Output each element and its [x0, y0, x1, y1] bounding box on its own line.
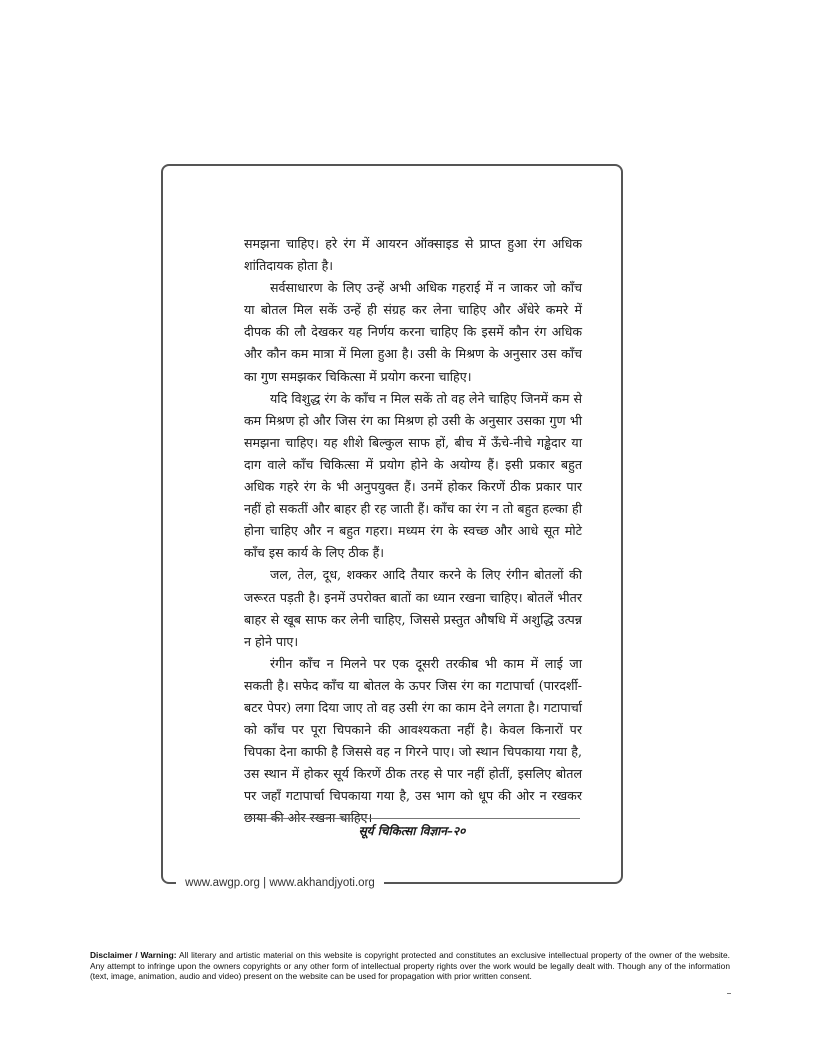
website-links[interactable]: www.awgp.org | www.akhandjyoti.org: [185, 877, 375, 889]
paragraph-5: रंगीन काँच न मिलने पर एक दूसरी तरकीब भी काम में लाई जा सकती है। सफेद काँच या बोतल के ऊपर जिस रंग का गटापार्चा (पारदर्शी-बटर पेपर) लगा दिया जाए तो वह उसी रंग का काम देने लगता है। गटापार्चा को काँच पर पूरा चिपकाने की आवश्यकता नहीं है। केवल किनारों पर चिपका देना काफी है जिससे वह न गिरने पाए। जो स्थान चिपकाया गया है, उस स्थान में होकर सूर्य किरणें ठीक तरह से पार नहीं होतीं, इसलिए बोतल पर जहाँ गटापार्चा चिपकाया गया है, उस भाग को धूप की ओर न रखकर छाया की ओर रखना चाहिए।: [244, 655, 582, 826]
paragraph-3: यदि विशुद्ध रंग के काँच न मिल सकें तो वह लेने चाहिए जिनमें कम से कम मिश्रण हो और जिस रंग का मिश्रण हो उसी के अनुसार उसका गुण भी समझना चाहिए। यह शीशे बिल्कुल साफ हों, बीच में ऊँचे-नीचे गड्ढेदार या दाग वाले काँच चिकित्सा में प्रयोग होने के अयोग्य हैं। इसी प्रकार बहुत अधिक गहरे रंग के भी अनुपयुक्त हैं। उनमें होकर किरणें ठीक प्रकार पार नहीं हो सकतीं और बाहर ही रह जाती हैं। काँच का रंग न तो बहुत हल्का ही होना चाहिए और न बहुत गहरा। मध्यम रंग के स्वच्छ और आधे सूत मोटे काँच इस कार्य के लिए ठीक हैं।: [244, 390, 582, 561]
disclaimer-text: All literary and artistic material on this website is copyright protected and constitutes an exclusive intellectual property of the owner of the website. Any attempt to infringe upon the owners copyrights or any other form of intellectual property rights over the work would be legally dealt with. Though any of the information (text, image, animation, audio and video) present on the website can be used for propagation with prior written consent.: [90, 950, 730, 982]
paragraph-2: सर्वसाधारण के लिए उन्हें अभी अधिक गहराई में न जाकर जो काँच या बोतल मिल सकें उन्हें ही संग्रह कर लेना चाहिए और अँधेरे कमरे में दीपक की लौ देखकर यह निर्णय करना चाहिए कि इसमें कौन रंग अधिक और कौन कम मात्रा में मिला हुआ है। उसी के मिश्रण के अनुसार उस काँच का गुण समझकर चिकित्सा में प्रयोग करना चाहिए।: [244, 280, 582, 384]
disclaimer-label: Disclaimer / Warning:: [90, 950, 177, 960]
paragraph-4: जल, तेल, दूध, शक्कर आदि तैयार करने के लिए रंगीन बोतलों की जरूरत पड़ती है। इनमें उपरोक्त बातों का ध्यान रखना चाहिए। बोतलें भीतर बाहर से खूब साफ कर लेनी चाहिए, जिससे प्रस्तुत औषधि में अशुद्धि उत्पन्न न होने पाए।: [244, 567, 582, 649]
corner-mark: [727, 993, 731, 994]
footer-divider: [244, 818, 580, 819]
paragraph-1: समझना चाहिए। हरे रंग में आयरन ऑक्साइड से प्राप्त हुआ रंग अधिक शांतिदायक होता है।: [244, 236, 582, 274]
disclaimer: [90, 950, 730, 982]
body-text: [244, 233, 582, 830]
footer-book-title: सूर्य चिकित्सा विज्ञान–२०: [358, 824, 466, 838]
